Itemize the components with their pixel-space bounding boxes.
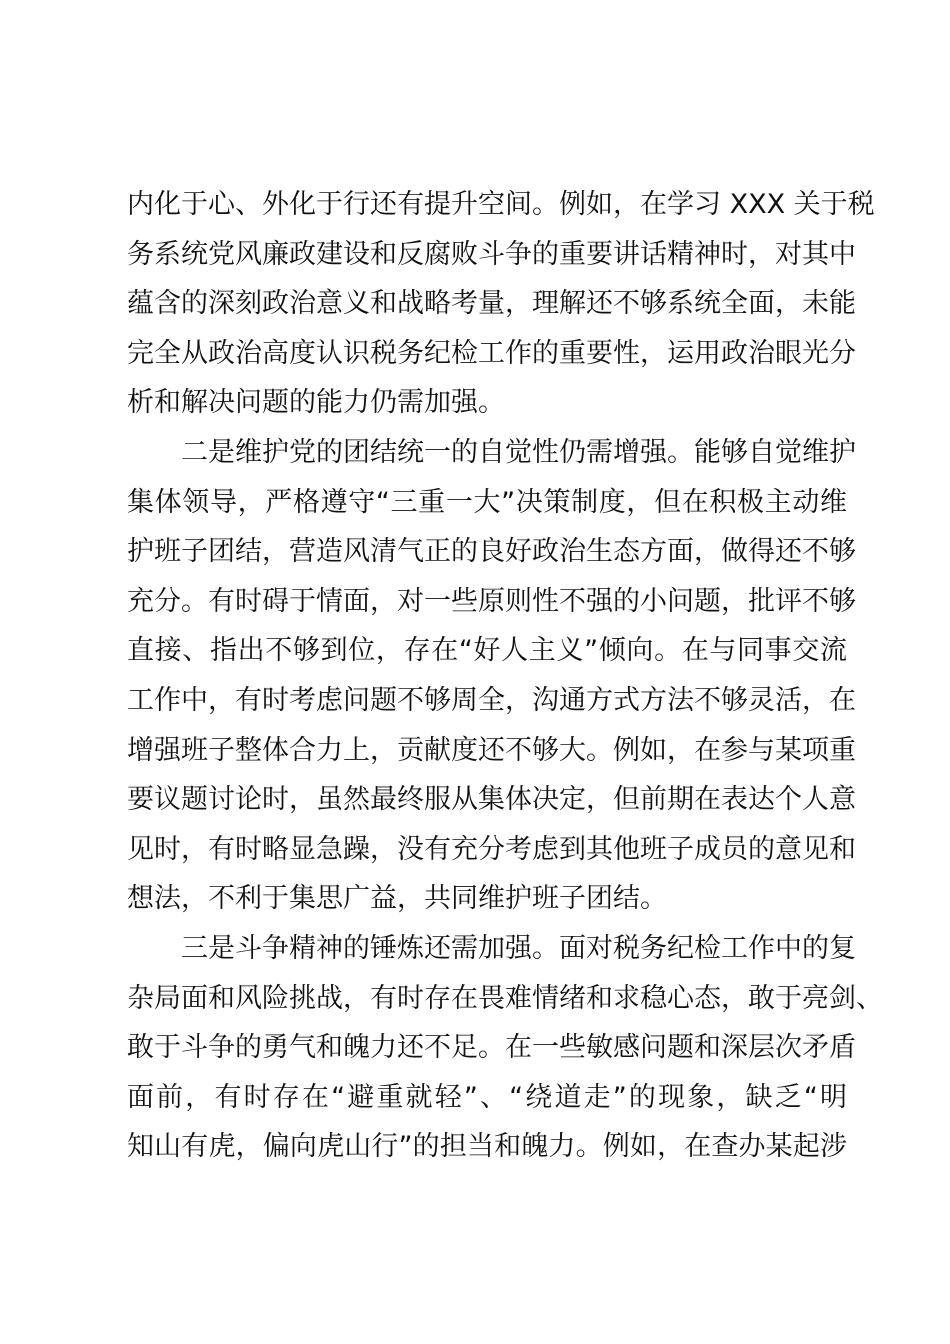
text-line: 工作中，有时考虑问题不够周全，沟通方式方法不够灵活，在	[127, 684, 856, 716]
text-line: 杂局面和风险挑战，有时存在畏难情绪和求稳心态，敢于亮剑、	[127, 982, 883, 1014]
text-line: 充分。有时碍于情面，对一些原则性不强的小问题，批评不够	[127, 585, 856, 617]
text-line: 析和解决问题的能力仍需加强。	[127, 387, 505, 419]
document-body	[127, 180, 883, 1172]
text-line: 护班子团结，营造风清气正的良好政治生态方面，做得还不够	[127, 536, 856, 568]
text-line: 增强班子整体合力上，贡献度还不够大。例如，在参与某项重	[127, 734, 856, 766]
text-line: 二是维护党的团结统一的自觉性仍需增强。能够自觉维护	[181, 436, 856, 468]
text-line: 要议题讨论时，虽然最终服从集体决定，但前期在表达个人意	[127, 784, 856, 816]
text-line: 直接、指出不够到位，存在“好人主义”倾向。在与同事交流	[127, 635, 847, 667]
text-line: 敢于斗争的勇气和魄力还不足。在一些敏感问题和深层次矛盾	[127, 1032, 856, 1064]
text-line: 知山有虎，偏向虎山行”的担当和魄力。例如，在查办某起涉	[127, 1131, 847, 1163]
text-line: 见时，有时略显急躁，没有充分考虑到其他班子成员的意见和	[127, 833, 856, 865]
text-line: 想法，不利于集思广益，共同维护班子团结。	[127, 883, 667, 915]
text-line: 完全从政治高度认识税务纪检工作的重要性，运用政治眼光分	[127, 337, 856, 369]
text-line: 集体领导，严格遵守“三重一大”决策制度，但在积极主动维	[127, 486, 847, 518]
text-line: 面前，有时存在“避重就轻”、“绕道走”的现象，缺乏“明	[127, 1081, 847, 1113]
text-line: 务系统党风廉政建设和反腐败斗争的重要讲话精神时，对其中	[127, 238, 856, 270]
text-line: 内化于心、外化于行还有提升空间。例如，在学习 XXX 关于税	[127, 189, 875, 220]
text-line: 蕴含的深刻政治意义和战略考量，理解还不够系统全面，未能	[127, 288, 856, 320]
text-line: 三是斗争精神的锤炼还需加强。面对税务纪检工作中的复	[181, 932, 856, 964]
